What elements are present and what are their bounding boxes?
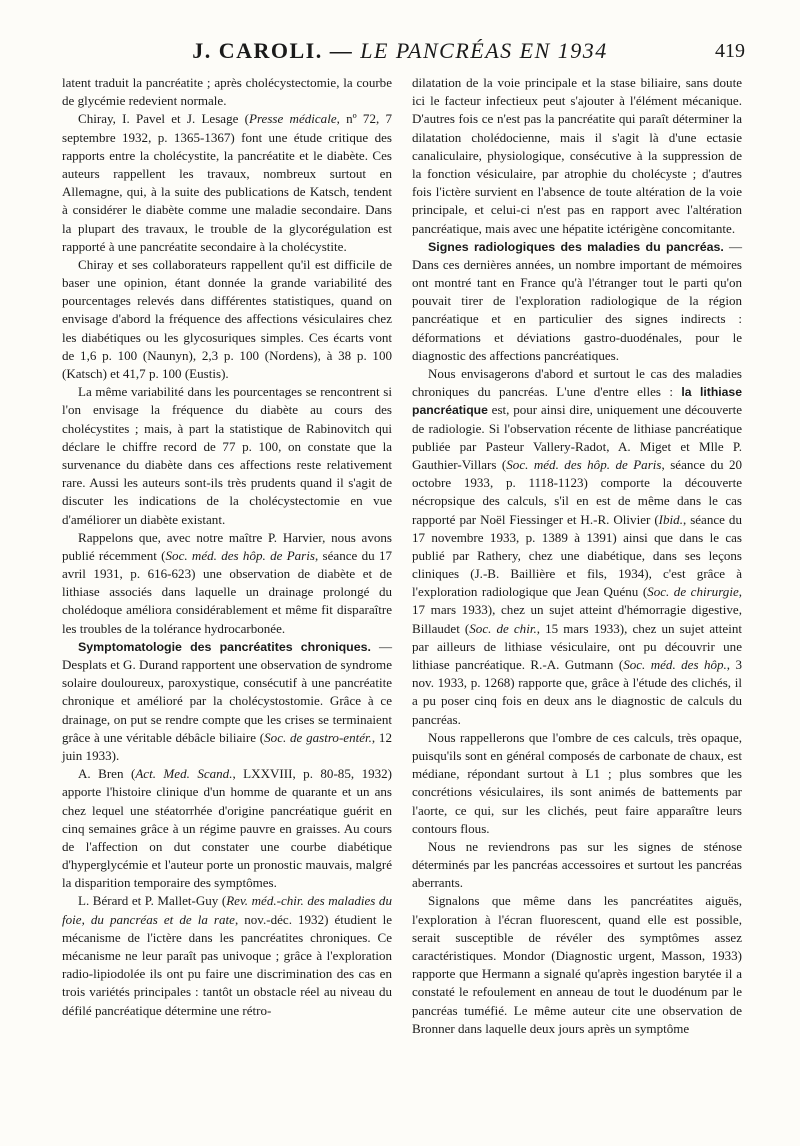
- paragraph: Chiray, I. Pavel et J. Lesage (Presse médicale, nº 72, 7 septembre 1932, p. 1365-1367) font une étude critique des rapports entre la cholécystite, la pancréatite et le diabète. Ces auteurs rappellent les travaux, nombreux surtout en Allemagne, qui, à la suite des publications de Katsch, tendent à considérer le diabète comme une maladie secondaire. Dans la plupart des travaux, le trouble de la glycorégulation est rapporté à une pancréatite secondaire à la cholécystite.: [62, 111, 392, 254]
- header-running-title: LE PANCRÉAS EN 1934: [360, 38, 608, 63]
- paragraph: La même variabilité dans les pourcentages se rencontrent si l'on envisage la fréquence du diabète au cours des cholécystites ; mais, à part la statistique de Rabinovitch qui déclare le chiffre record de 77 p. 100, on constate que la survenance du diabète dans ces affections reste relativement rare. Aussi les auteurs sont-ils très prudents quand il s'agit de discuter les indications de la cholécystectomie en vue d'améliorer un diabète existant.: [62, 384, 392, 527]
- paragraph: A. Bren (Act. Med. Scand., LXXVIII, p. 80-85, 1932) apporte l'histoire clinique d'un homme de quarante et un ans chez lequel une stéatorrhée d'origine pancréatique guérit en cinq semaines grâce à un régime pauvre en graisses. Au cours de l'affection on dut constater une courbe diabétique d'hyperglycémie et l'auteur porte un pronostic mauvais, malgré la disparition temporaire des symptômes.: [62, 766, 393, 891]
- page-number: 419: [715, 40, 745, 62]
- header-separator: —: [329, 38, 354, 63]
- paragraph: Chiray et ses collaborateurs rappellent qu'il est difficile de baser une opinion, étant donnée la grande variabilité des pourcentages relevés dans différentes statistiques, quand on envisage d'abord la fréquence des affections vésiculaires chez les diabétiques ou les glycosuriques simples. Ces écarts vont de 1,6 p. 100 (Naunyn), 2,3 p. 100 (Nordens), à 38 p. 100 (Katsch) et 41,7 p. 100 (Eustis).: [62, 256, 392, 381]
- section-heading: Signes radiologiques des maladies du pancréas.: [428, 239, 724, 254]
- paragraph: L. Bérard et P. Mallet-Guy (Rev. méd.-chir. des maladies du foie, du pancréas et de la rate, nov.-déc. 1932) étudient le mécanisme de l'ictère dans les pancréatites chroniques. Ce mécanisme ne leur paraît pas univoque ; grâce à l'exploration radio-lipiodolée ils ont pu faire une discrimination des cas en trois variétés principales : tantôt un obstacle réel au niveau du défilé pancréatique détermine une rétro-: [62, 893, 392, 1018]
- paragraph: Signalons que même dans les pancréatites aiguës, l'exploration à l'écran fluorescent, quand elle est possible, serait susceptible de révéler des symptômes assez caractéristiques. Mondor (Diagnostic urgent, Masson, 1933) rapporte que Hermann a signalé qu'après ingestion barytée il a constaté le refoulement en anneau de tout le duodénum par le pancréas tuméfié. Le même auteur cite une observation de Bronner dans laquelle deux jours après un symptôme: [412, 893, 742, 1036]
- header-author: J. CAROLI.: [192, 38, 323, 63]
- running-title: [55, 38, 745, 64]
- right-column: [412, 74, 742, 1038]
- paragraph: latent traduit la pancréatite ; après cholécystectomie, la courbe de glycémie redevient normale.: [62, 75, 392, 109]
- section-paragraph: Symptomatologie des pancréatites chroniques. — Desplats et G. Durand rapportent une observation de syndrome solaire douloureux, paroxystique, consécutif à une pancréatite chronique et amélioré par la cholécystostomie. Grâce à ce drainage, on put se rendre compte que les crises se terminaient grâce à une véritable débâcle biliaire (Soc. de gastro-entér., 12 juin 1933).: [62, 638, 392, 763]
- left-column: [62, 74, 392, 1020]
- section-heading: Symptomatologie des pancréatites chroniques.: [78, 639, 371, 654]
- paragraph: Rappelons que, avec notre maître P. Harvier, nous avons publié récemment (Soc. méd. des hôp. de Paris, séance du 17 avril 1931, p. 616-623) une observation de diabète et de lithiase associés dans laquelle un drainage prolongé du cholédoque améliora considérablement et même fit disparaître les troubles de la tolérance hydrocarbonée.: [62, 529, 393, 636]
- paragraph: Nous ne reviendrons pas sur les signes de sténose déterminés par les pancréas accessoires et surtout les pancréas aberrants.: [412, 838, 742, 891]
- running-header: [55, 38, 745, 68]
- paragraph: dilatation de la voie principale et la stase biliaire, sans doute ici le facteur infectieux peut s'ajouter à l'élément mécanique. D'autres fois ce n'est pas la pancréatite qui paraît déterminer la dilatation cholédocienne, mais il s'agit là d'une ectasie canaliculaire, physiologique, consécutive à la suppression de la fonction vésiculaire, par atrophie du cholécyste ; d'autres fois l'ictère survient en l'absence de toute altération de la voie principale, et celui-ci n'est pas en rapport avec l'altération pancréatique, mais avec une hépatite ictérigène concomitante.: [412, 75, 742, 236]
- paragraph: Nous envisagerons d'abord et surtout le cas des maladies chroniques du pancréas. L'une d'entre elles : la lithiase pancréatique est, pour ainsi dire, uniquement une découverte de radiologie. Si l'observation récente de lithiase pancréatique publiée par Pasteur Vallery-Radot, A. Miget et Mlle P. Gauthier-Villars (Soc. méd. des hôp. de Paris, séance du 20 octobre 1933, p. 1118-1123) comporte la découverte nécropsique des calculs, s'il en est de même dans le cas rapporté par Noël Fiessinger et H.-R. Olivier (Ibid., séance du 17 novembre 1933, p. 1389 à 1391) ainsi que dans le cas publié par Rathery, chez une diabétique, dans ses leçons cliniques (J.-B. Baillière et fils, 1934), c'est grâce à l'exploration radiologique que Jean Quénu (Soc. de chirurgie, 17 mars 1933), chez un sujet atteint d'hémorragie digestive, Billaudet (Soc. de chir., 15 mars 1933), chez un sujet atteint par ailleurs de lithiase vésiculaire, ont pu découvrir une lithiase pancréatique. R.-A. Gutmann (Soc. méd. des hôp., 3 nov. 1933, p. 1268) rapporte que, grâce à l'étude des clichés, il a pu poser cinq fois en deux ans le diagnostic de calculs du pancréas.: [412, 366, 743, 727]
- paragraph: Nous rappellerons que l'ombre de ces calculs, très opaque, puisqu'ils sont en général composés de carbonate de chaux, est médiane, répondant surtout à L1 ; plus sombres que les concrétions vésiculaires, ils sont animés de battements par l'aorte, ce qui, sur les clichés, peut faire apparaître leurs contours flous.: [412, 729, 742, 836]
- section-paragraph: Signes radiologiques des maladies du pancréas. — Dans ces dernières années, un nombre important de mémoires ont montré tant en France qu'à l'étranger tout le parti qu'on pouvait tirer de l'exploration radiologique de la région pancréatique et en particulier des signes indirects : déformations et déviations gastro-duodénales, pour le diagnostic des affections pancréatiques.: [412, 238, 742, 363]
